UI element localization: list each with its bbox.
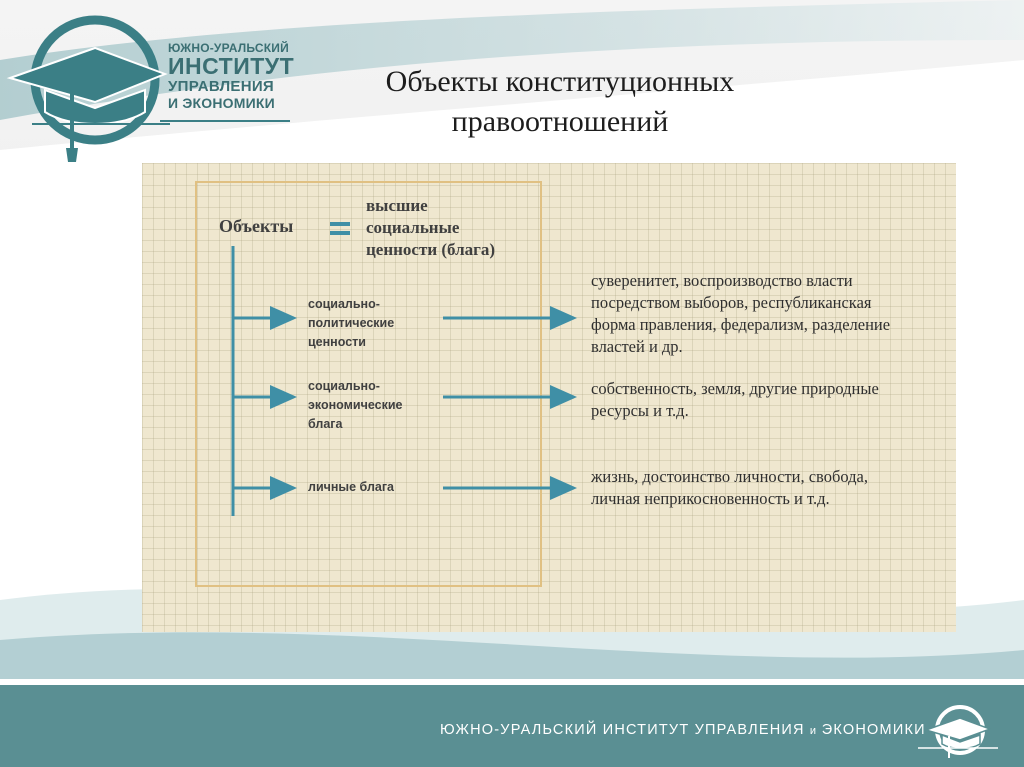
higher-values-line-1: высшие [366, 196, 428, 215]
footer-part-1: ЮЖНО-УРАЛЬСКИЙ ИНСТИТУТ УПРАВЛЕНИЯ [440, 722, 810, 738]
category-sociopolitical [308, 295, 394, 352]
footer-part-2: и [809, 725, 817, 737]
logo-line-3: УПРАВЛЕНИЯ [168, 78, 275, 95]
objects-label: Объекты [219, 216, 294, 236]
logo-line-4: И ЭКОНОМИКИ [168, 95, 275, 111]
description-sociopolitical [591, 270, 890, 358]
equals-sign-icon [330, 222, 350, 235]
category-line: политические [308, 316, 395, 330]
category-line: блага [308, 417, 343, 431]
category-line: ценности [308, 335, 366, 349]
higher-values-label [366, 195, 495, 261]
description-personal [591, 466, 868, 510]
footer-part-3: ЭКОНОМИКИ [816, 722, 926, 738]
category-line: личные блага [308, 480, 394, 494]
title-line-1: Объекты конституционных [385, 65, 735, 98]
category-personal [308, 478, 394, 497]
higher-values-line-2: социальные [366, 218, 460, 237]
category-line: социально- [308, 297, 380, 311]
category-line: экономические [308, 398, 403, 412]
description-line: собственность, земля, другие природные [591, 379, 879, 398]
description-line: жизнь, достоинство личности, свобода, [591, 467, 868, 486]
footer-institute-name [440, 722, 926, 738]
description-line: форма правления, федерализм, разделение [591, 315, 891, 334]
description-line: суверенитет, воспроизводство власти [591, 271, 853, 290]
footer-graduation-cap-icon [918, 700, 998, 762]
description-line: властей и др. [591, 337, 683, 356]
category-socioeconomic [308, 377, 402, 434]
logo-line-2: ИНСТИТУТ [168, 53, 295, 79]
category-line: социально- [308, 379, 380, 393]
description-socioeconomic [591, 378, 879, 422]
description-line: личная неприкосновенность и т.д. [591, 489, 830, 508]
description-line: посредством выборов, республиканская [591, 293, 872, 312]
higher-values-line-3: ценности (блага) [366, 240, 496, 259]
logo-line-1: ЮЖНО-УРАЛЬСКИЙ [168, 41, 289, 55]
title-line-2: правоотношений [451, 105, 669, 138]
description-line: ресурсы и т.д. [591, 401, 689, 420]
